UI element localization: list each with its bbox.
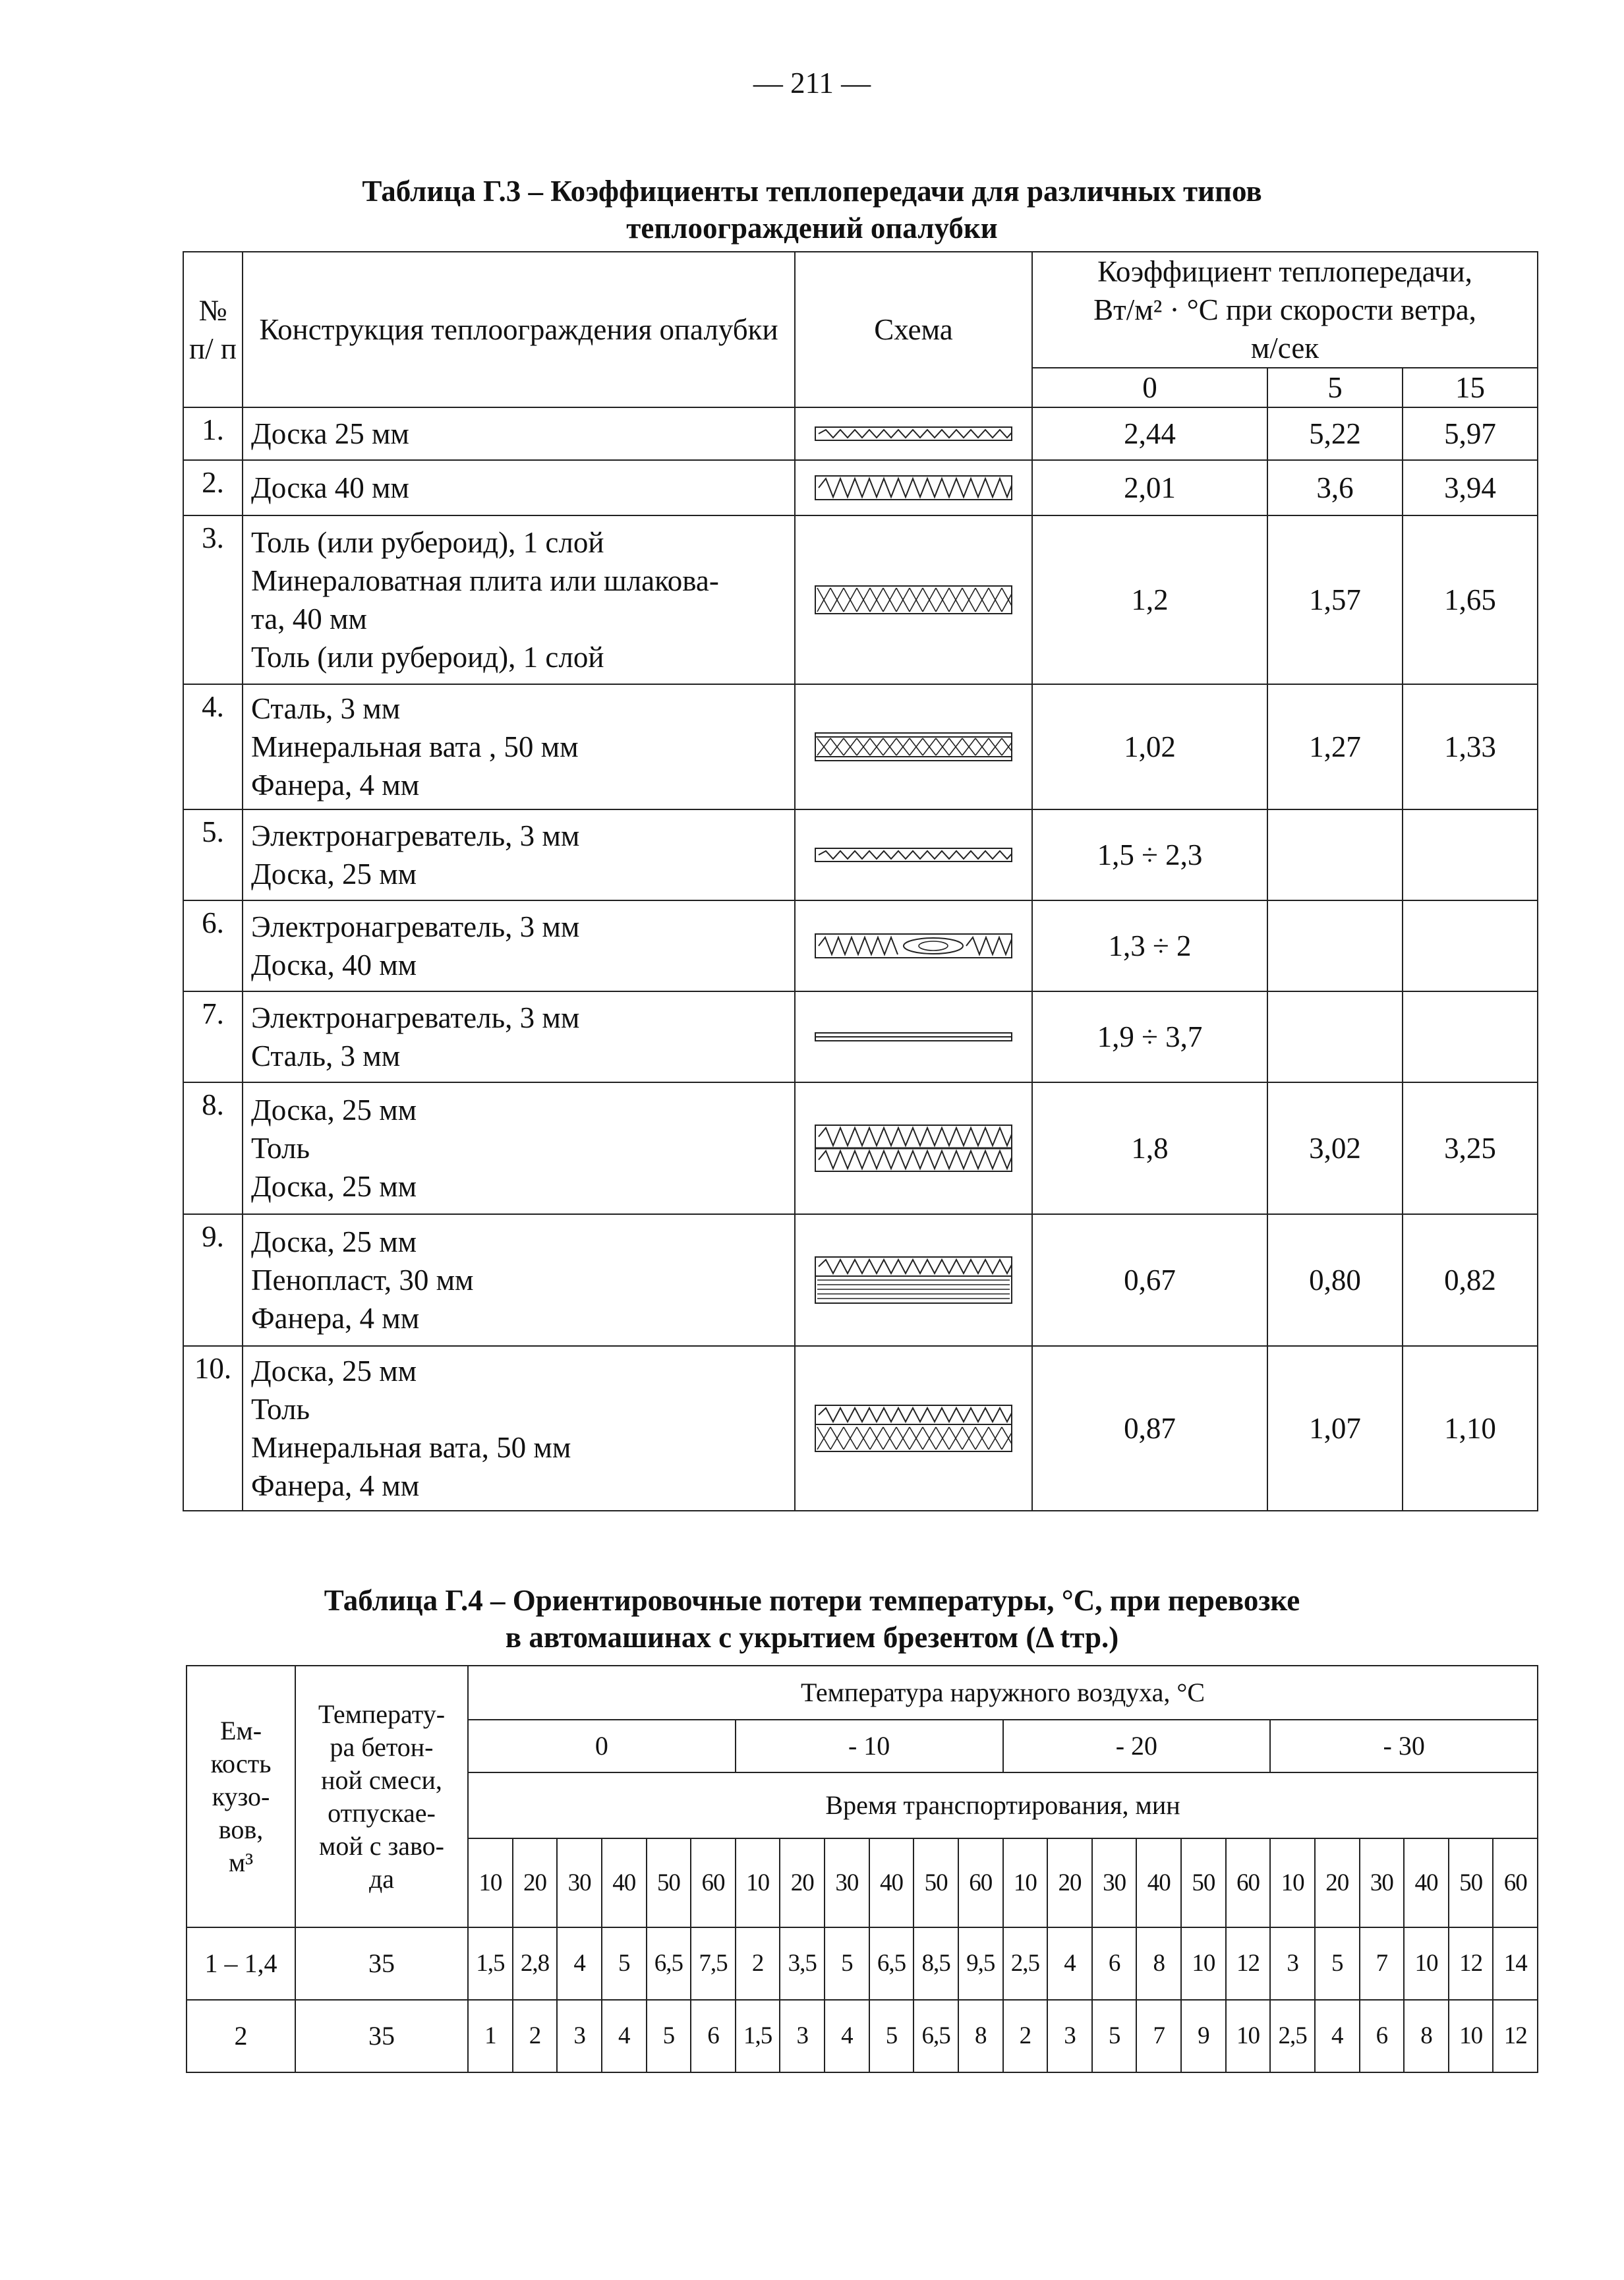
temperature-loss-cell: 5: [1092, 2000, 1137, 2072]
temperature-loss-cell: 5: [647, 2000, 691, 2072]
schema-cell: [795, 991, 1032, 1082]
table-g4-caption-line1: Таблица Г.4 – Ориентировочные потери температуры, °С, при перевозке: [324, 1584, 1300, 1617]
table-g3: [183, 251, 1538, 1511]
header-coefficient-line2: Вт/м² · °С при скорости ветра,: [1093, 293, 1476, 326]
temperature-loss-cell: 7: [1136, 2000, 1181, 2072]
coefficient-v0: 0,87: [1032, 1346, 1267, 1511]
temperature-loss-cell: 3: [1047, 2000, 1092, 2072]
coefficient-v15: [1403, 809, 1538, 900]
construction-line: Доска, 25 мм: [251, 1094, 417, 1126]
table-row: [183, 1082, 1538, 1214]
schema-cell: [795, 900, 1032, 991]
temperature-loss-cell: 5: [825, 1927, 869, 2000]
table-row: [183, 1346, 1538, 1511]
temperature-loss-cell: 8: [1404, 2000, 1449, 2072]
coefficient-v5: [1267, 900, 1403, 991]
construction-line: Пенопласт, 30 мм: [251, 1264, 474, 1297]
row-number: 5.: [183, 809, 243, 900]
row-number: 2.: [183, 460, 243, 515]
header-minutes: 10: [1270, 1838, 1315, 1927]
temperature-loss-cell: 4: [602, 2000, 647, 2072]
construction-cell: [243, 1346, 795, 1511]
temperature-loss-cell: 8,5: [914, 1927, 958, 2000]
schema-board-thin-icon: [815, 848, 1012, 862]
temperature-loss-cell: 2,5: [1003, 1927, 1048, 2000]
header-minutes: 50: [1181, 1838, 1226, 1927]
coefficient-v15: 3,25: [1403, 1082, 1538, 1214]
temperature-loss-cell: 2: [1003, 2000, 1048, 2072]
construction-line: Доска, 25 мм: [251, 1170, 417, 1203]
capacity-cell: 2: [187, 2000, 295, 2072]
temperature-loss-cell: 6: [691, 2000, 736, 2072]
table-row: [183, 515, 1538, 684]
header-minutes: 40: [869, 1838, 914, 1927]
header-line: отпускае-: [328, 1798, 436, 1828]
temperature-loss-cell: 5: [1315, 1927, 1360, 2000]
temperature-loss-cell: 4: [557, 1927, 602, 2000]
row-number: 7.: [183, 991, 243, 1082]
header-temp-2: - 20: [1003, 1720, 1271, 1772]
temperature-loss-cell: 3,5: [780, 1927, 825, 2000]
table-row: [183, 900, 1538, 991]
construction-line: Доска 40 мм: [251, 471, 409, 504]
schema-cell: [795, 1214, 1032, 1346]
header-minutes: 40: [602, 1838, 647, 1927]
coefficient-v0: 2,44: [1032, 407, 1267, 460]
temperature-loss-cell: 12: [1493, 2000, 1538, 2072]
header-minutes: 10: [468, 1838, 513, 1927]
coefficient-v15: [1403, 900, 1538, 991]
coefficient-v0: 1,5 ÷ 2,3: [1032, 809, 1267, 900]
temperature-loss-cell: 3: [557, 2000, 602, 2072]
schema-cell: [795, 515, 1032, 684]
schema-board-thin-icon: [815, 426, 1012, 441]
header-minutes: 30: [1360, 1838, 1405, 1927]
header-minutes: 60: [1226, 1838, 1271, 1927]
row-number: 9.: [183, 1214, 243, 1346]
coefficient-v15: 5,97: [1403, 407, 1538, 460]
header-line: да: [368, 1863, 395, 1894]
header-line: кузо-: [212, 1781, 270, 1811]
row-number: 4.: [183, 684, 243, 809]
temperature-loss-cell: 6,5: [869, 1927, 914, 2000]
schema-double-board-icon: [815, 1125, 1012, 1172]
temperature-loss-cell: 2,5: [1270, 2000, 1315, 2072]
temperature-loss-cell: 9: [1181, 2000, 1226, 2072]
coefficient-v0: 1,9 ÷ 3,7: [1032, 991, 1267, 1082]
temperature-loss-cell: 3: [780, 2000, 825, 2072]
header-minutes: 50: [1449, 1838, 1494, 1927]
temperature-loss-cell: 5: [602, 1927, 647, 2000]
construction-line: Толь: [251, 1132, 310, 1165]
schema-cell: [795, 407, 1032, 460]
table-g3-caption-line1: Таблица Г.3 – Коэффициенты теплопередачи для различных типов: [362, 175, 1262, 208]
coefficient-v5: 1,07: [1267, 1346, 1403, 1511]
coefficient-v15: [1403, 991, 1538, 1082]
temperature-loss-cell: 6: [1360, 2000, 1405, 2072]
temperature-loss-cell: 12: [1449, 1927, 1494, 2000]
coefficient-v0: 1,3 ÷ 2: [1032, 900, 1267, 991]
temperature-loss-cell: 12: [1226, 1927, 1271, 2000]
row-number: 6.: [183, 900, 243, 991]
temperature-loss-cell: 8: [1136, 1927, 1181, 2000]
construction-line: Доска, 25 мм: [251, 1355, 417, 1388]
table-g4-caption-line2: в автомашинах с укрытием брезентом (Δ tтр.): [505, 1621, 1119, 1654]
mix-temperature-cell: 35: [295, 1927, 468, 2000]
header-coefficient-line1: Коэффициент теплопередачи,: [1097, 255, 1472, 288]
header-speed-15: 15: [1403, 368, 1538, 407]
header-temp-1: - 10: [736, 1720, 1003, 1772]
capacity-cell: 1 – 1,4: [187, 1927, 295, 2000]
table-g3-caption-line2: теплоограждений опалубки: [626, 212, 998, 245]
construction-line: Электронагреватель, 3 мм: [251, 819, 580, 852]
page-number: — 211 —: [753, 67, 871, 100]
coefficient-v15: 0,82: [1403, 1214, 1538, 1346]
temperature-loss-cell: 7,5: [691, 1927, 736, 2000]
header-minutes: 30: [557, 1838, 602, 1927]
temperature-loss-cell: 9,5: [958, 1927, 1003, 2000]
header-line: ной смеси,: [321, 1765, 442, 1795]
row-number: 3.: [183, 515, 243, 684]
header-line: Ем-: [219, 1715, 262, 1745]
row-number: 8.: [183, 1082, 243, 1214]
schema-board-thick-icon: [815, 475, 1012, 500]
row-number: 1.: [183, 407, 243, 460]
schema-steel-icon: [815, 1032, 1012, 1041]
header-line: вов,: [218, 1814, 264, 1844]
temperature-loss-cell: 10: [1226, 2000, 1271, 2072]
construction-cell: [243, 684, 795, 809]
temperature-loss-cell: 2: [736, 1927, 780, 2000]
schema-board-wood-icon: [815, 933, 1012, 958]
temperature-loss-cell: 6: [1092, 1927, 1137, 2000]
schema-cell: [795, 684, 1032, 809]
construction-cell: [243, 1214, 795, 1346]
schema-crosshatch-framed-icon: [815, 732, 1012, 761]
temperature-loss-cell: 7: [1360, 1927, 1405, 2000]
schema-cell: [795, 809, 1032, 900]
header-coefficient: [1032, 252, 1538, 368]
table-row: [187, 1927, 1538, 2000]
coefficient-v15: 1,33: [1403, 684, 1538, 809]
construction-line: Доска 25 мм: [251, 417, 409, 450]
table-row: [183, 1214, 1538, 1346]
header-speed-5: 5: [1267, 368, 1403, 407]
coefficient-v0: 2,01: [1032, 460, 1267, 515]
temperature-loss-cell: 10: [1181, 1927, 1226, 2000]
construction-cell: [243, 460, 795, 515]
construction-cell: [243, 515, 795, 684]
construction-line: Электронагреватель, 3 мм: [251, 1001, 580, 1034]
construction-line: Электронагреватель, 3 мм: [251, 910, 580, 943]
header-capacity: [187, 1666, 295, 1927]
temperature-loss-cell: 2: [513, 2000, 558, 2072]
construction-line: Минеральная вата , 50 мм: [251, 730, 579, 763]
header-mix-temperature: [295, 1666, 468, 1927]
construction-line: Толь (или рубероид), 1 слой: [251, 641, 604, 674]
temperature-loss-cell: 1,5: [736, 2000, 780, 2072]
header-minutes: 20: [1047, 1838, 1092, 1927]
temperature-loss-cell: 1,5: [468, 1927, 513, 2000]
schema-cell: [795, 460, 1032, 515]
header-minutes: 20: [780, 1838, 825, 1927]
header-schema: Схема: [795, 252, 1032, 407]
header-minutes: 20: [513, 1838, 558, 1927]
coefficient-v0: 1,8: [1032, 1082, 1267, 1214]
table-row: [183, 684, 1538, 809]
header-construction: Конструкция теплоограждения опалубки: [243, 252, 795, 407]
coefficient-v5: 3,6: [1267, 460, 1403, 515]
table-row: [183, 407, 1538, 460]
temperature-loss-cell: 4: [825, 2000, 869, 2072]
coefficient-v0: 1,2: [1032, 515, 1267, 684]
construction-cell: [243, 991, 795, 1082]
header-minutes: 40: [1404, 1838, 1449, 1927]
table-row: [187, 2000, 1538, 2072]
construction-cell: [243, 1082, 795, 1214]
header-minutes: 10: [736, 1838, 780, 1927]
header-minutes: 40: [1136, 1838, 1181, 1927]
construction-line: Сталь, 3 мм: [251, 1039, 401, 1072]
table-row: [183, 991, 1538, 1082]
coefficient-v5: [1267, 991, 1403, 1082]
table-g4: [186, 1665, 1538, 2073]
coefficient-v15: 3,94: [1403, 460, 1538, 515]
construction-line: Фанера, 4 мм: [251, 769, 420, 802]
coefficient-v5: 5,22: [1267, 407, 1403, 460]
construction-line: Фанера, 4 мм: [251, 1302, 420, 1335]
mix-temperature-cell: 35: [295, 2000, 468, 2072]
coefficient-v15: 1,10: [1403, 1346, 1538, 1511]
schema-cell: [795, 1346, 1032, 1511]
schema-board-foam-icon: [815, 1256, 1012, 1304]
coefficient-v5: 1,57: [1267, 515, 1403, 684]
header-minutes: 20: [1315, 1838, 1360, 1927]
construction-line: та, 40 мм: [251, 602, 367, 635]
construction-line: Минеральная вата, 50 мм: [251, 1431, 571, 1464]
temperature-loss-cell: 6,5: [914, 2000, 958, 2072]
construction-line: Доска, 40 мм: [251, 949, 417, 981]
table-g3-caption: [0, 173, 1624, 247]
construction-cell: [243, 809, 795, 900]
header-minutes: 10: [1003, 1838, 1048, 1927]
schema-cell: [795, 1082, 1032, 1214]
schema-board-crosshatch-icon: [815, 1405, 1012, 1452]
construction-line: Фанера, 4 мм: [251, 1469, 420, 1502]
temperature-loss-cell: 2,8: [513, 1927, 558, 2000]
header-outdoor-temperature: Температура наружного воздуха, °С: [468, 1666, 1538, 1720]
temperature-loss-cell: 6,5: [647, 1927, 691, 2000]
temperature-loss-cell: 10: [1404, 1927, 1449, 2000]
coefficient-v5: [1267, 809, 1403, 900]
header-minutes: 60: [691, 1838, 736, 1927]
coefficient-v15: 1,65: [1403, 515, 1538, 684]
header-number: № п/ п: [183, 252, 243, 407]
temperature-loss-cell: 4: [1047, 1927, 1092, 2000]
header-minutes: 50: [914, 1838, 958, 1927]
construction-cell: [243, 407, 795, 460]
temperature-loss-cell: 1: [468, 2000, 513, 2072]
table-g4-caption: [0, 1582, 1624, 1656]
header-temp-3: - 30: [1270, 1720, 1538, 1772]
temperature-loss-cell: 4: [1315, 2000, 1360, 2072]
table-row: [183, 809, 1538, 900]
row-number: 10.: [183, 1346, 243, 1511]
temperature-loss-cell: 10: [1449, 2000, 1494, 2072]
construction-line: Доска, 25 мм: [251, 858, 417, 891]
header-minutes: 50: [647, 1838, 691, 1927]
construction-line: Толь: [251, 1393, 310, 1426]
header-line: м³: [228, 1847, 254, 1877]
coefficient-v0: 0,67: [1032, 1214, 1267, 1346]
header-line: ра бетон-: [330, 1732, 434, 1762]
schema-crosshatch-icon: [815, 585, 1012, 614]
header-line: Температу-: [318, 1699, 446, 1729]
header-temp-0: 0: [468, 1720, 736, 1772]
header-speed-0: 0: [1032, 368, 1267, 407]
construction-line: Минераловатная плита или шлакова-: [251, 564, 719, 597]
coefficient-v5: 3,02: [1267, 1082, 1403, 1214]
header-line: кость: [210, 1748, 272, 1778]
table-row: [183, 460, 1538, 515]
temperature-loss-cell: 8: [958, 2000, 1003, 2072]
header-minutes: 30: [1092, 1838, 1137, 1927]
header-coefficient-line3: м/сек: [1250, 332, 1320, 365]
temperature-loss-cell: 14: [1493, 1927, 1538, 2000]
construction-cell: [243, 900, 795, 991]
coefficient-v5: 1,27: [1267, 684, 1403, 809]
temperature-loss-cell: 3: [1270, 1927, 1315, 2000]
temperature-loss-cell: 5: [869, 2000, 914, 2072]
construction-line: Доска, 25 мм: [251, 1225, 417, 1258]
construction-line: Сталь, 3 мм: [251, 692, 401, 725]
header-line: мой с заво-: [319, 1830, 444, 1861]
coefficient-v0: 1,02: [1032, 684, 1267, 809]
coefficient-v5: 0,80: [1267, 1214, 1403, 1346]
construction-line: Толь (или рубероид), 1 слой: [251, 526, 604, 559]
header-minutes: 60: [958, 1838, 1003, 1927]
header-minutes: 30: [825, 1838, 869, 1927]
header-minutes: 60: [1493, 1838, 1538, 1927]
header-transport-time: Время транспортирования, мин: [468, 1772, 1538, 1838]
